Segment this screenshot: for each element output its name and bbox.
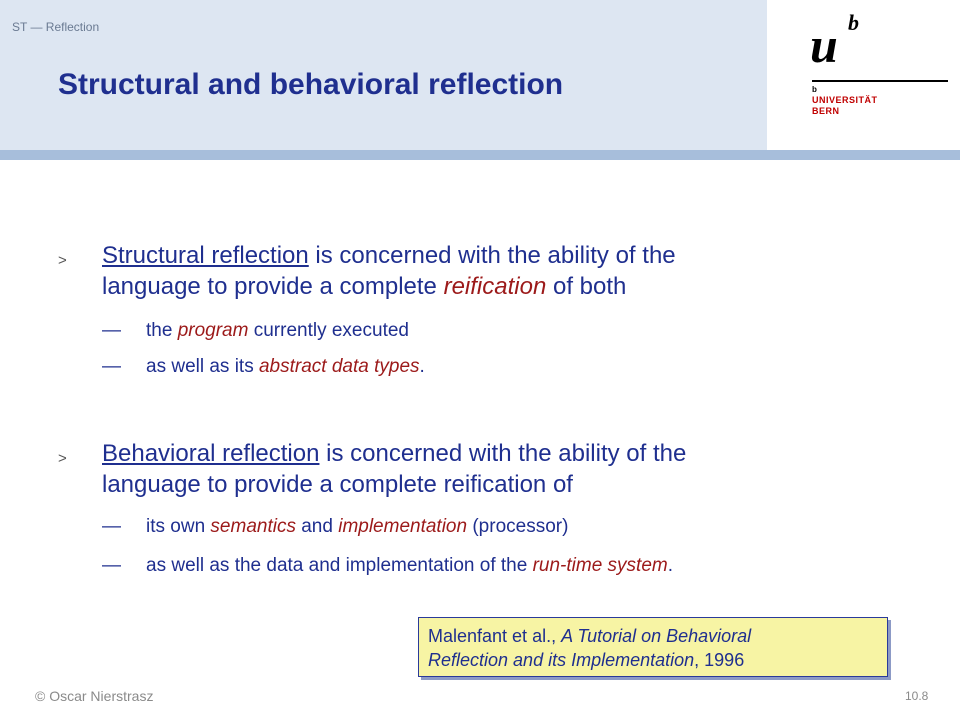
reference-title-line1: A Tutorial on Behavioral: [561, 626, 752, 646]
sub-bullet-text: as well as the data and implementation of the run-time system.: [146, 555, 673, 576]
reference-year: , 1996: [694, 650, 745, 670]
bullet-marker: >: [58, 450, 67, 467]
sub-bullet-semantics: [102, 516, 902, 540]
header-divider: [0, 150, 960, 160]
university-logo-u: u: [810, 17, 838, 73]
bullet-text: [102, 438, 686, 500]
sub-bullet-abstract-data-types: [102, 356, 902, 380]
bullet-behavioral-reflection: [58, 438, 918, 502]
bullet-text-line1: is concerned with the ability of the: [319, 440, 687, 467]
emphasis-abstract-data-types: abstract data types: [258, 356, 420, 377]
course-label: ST — Reflection: [12, 20, 100, 34]
sub-bullet-text: as well as its abstract data types.: [146, 356, 425, 377]
reference-authors: Malenfant et al.,: [428, 626, 562, 646]
emphasis-program: program: [177, 320, 249, 341]
emphasis-reification: reification: [443, 273, 547, 300]
sub-bullet-text: the program currently executed: [146, 320, 409, 341]
bullet-structural-reflection: [58, 240, 918, 304]
term-structural-reflection: Structural reflection: [102, 242, 309, 269]
sub-bullet-dash: —: [102, 356, 121, 377]
bullet-text: [102, 240, 676, 302]
sub-bullet-dash: —: [102, 516, 121, 537]
sub-bullet-text: its own semantics and implementation (processor): [146, 516, 569, 537]
emphasis-implementation: implementation: [338, 516, 468, 537]
logo-rule: [812, 80, 948, 82]
logo-small-b: b: [812, 85, 817, 94]
reference-box: [418, 617, 888, 677]
sub-bullet-program: [102, 320, 902, 344]
term-behavioral-reflection: Behavioral reflection: [102, 440, 320, 467]
bullet-marker: >: [58, 252, 67, 269]
university-name-line1: UNIVERSITÄT: [812, 95, 878, 105]
footer-copyright: © Oscar Nierstrasz: [35, 688, 154, 704]
logo-area: [767, 0, 960, 150]
emphasis-run-time-system: run-time system: [532, 555, 668, 576]
reference-title-line2: Reflection and its Implementation: [428, 650, 695, 670]
sub-bullet-dash: —: [102, 320, 121, 341]
bullet-text-line2: language to provide a complete: [102, 273, 444, 300]
university-name: [812, 95, 878, 117]
bullet-text-line1: is concerned with the ability of the: [308, 242, 676, 269]
page-number: 10.8: [905, 689, 929, 703]
sub-bullet-dash: —: [102, 555, 121, 576]
bullet-text-line2-end: of both: [546, 273, 627, 300]
slide-title: Structural and behavioral reflection: [58, 68, 564, 101]
sub-bullet-run-time-system: [102, 555, 902, 579]
university-logo-b: b: [848, 10, 859, 35]
emphasis-semantics: semantics: [210, 516, 296, 537]
bullet-text-line2: language to provide a complete reification of: [102, 471, 573, 498]
university-name-line2: BERN: [812, 106, 840, 116]
